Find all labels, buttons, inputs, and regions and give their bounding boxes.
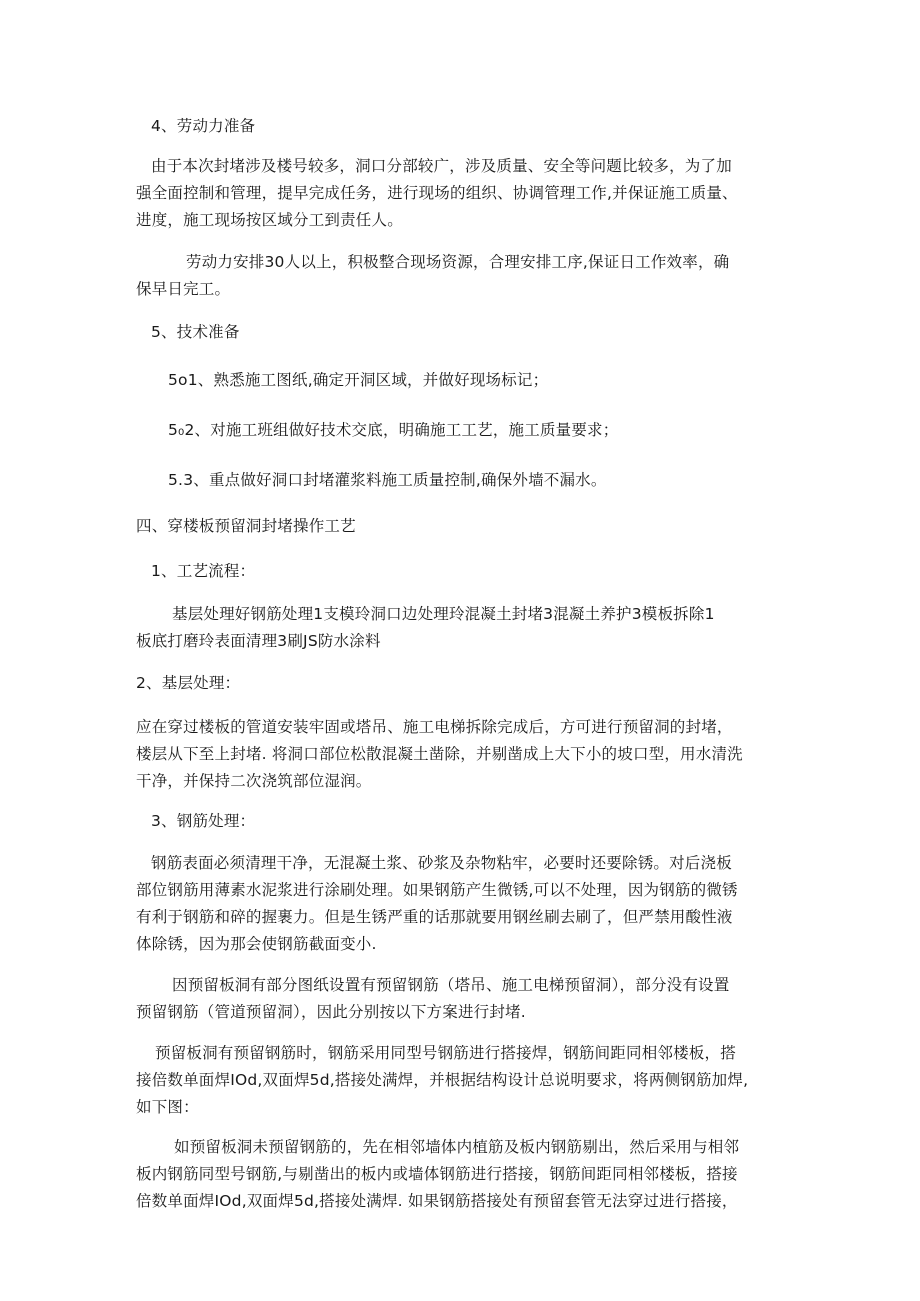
paragraph-line: 板内钢筋同型号钢筋,与剔凿出的板内或墙体钢筋进行搭接，钢筋间距同相邻楼板，搭接 (136, 1165, 738, 1183)
paragraph-line: 部位钢筋用薄素水泥浆进行涂刷处理。如果钢筋产生微锈,可以不处理，因为钢筋的微锈 (136, 881, 738, 899)
section-heading: 四、穿楼板预留洞封堵操作工艺 (136, 517, 356, 535)
paragraph-line: 体除锈，因为那会使钢筋截面变小. (136, 935, 377, 953)
list-item: 5o1、熟悉施工图纸,确定开洞区域，并做好现场标记； (168, 371, 549, 389)
paragraph-line: 进度，施工现场按区域分工到责任人。 (136, 211, 403, 229)
list-item: 5.3、重点做好洞口封堵灌浆料施工质量控制,确保外墙不漏水。 (168, 471, 607, 489)
paragraph-line: 干净，并保持二次浇筑部位湿润。 (136, 772, 372, 790)
subsection-heading: 2、基层处理： (136, 674, 241, 692)
section-heading: 5、技术准备 (151, 323, 240, 341)
paragraph-line: 劳动力安排30人以上，积极整合现场资源，合理安排工序,保证日工作效率，确 (186, 253, 730, 271)
paragraph-line: 接倍数单面焊IOd,双面焊5d,搭接处满焊，并根据结构设计总说明要求，将两侧钢筋加焊, (136, 1071, 749, 1089)
paragraph-line: 预留板洞有预留钢筋时，钢筋采用同型号钢筋进行搭接焊，钢筋间距同相邻楼板，搭 (155, 1044, 736, 1062)
paragraph-line: 如预留板洞未预留钢筋的，先在相邻墙体内植筋及板内钢筋剔出，然后采用与相邻 (174, 1138, 740, 1156)
subsection-heading: 1、工艺流程： (151, 562, 256, 580)
paragraph-line: 有利于钢筋和碎的握裹力。但是生锈严重的话那就要用钢丝刷去刷了，但严禁用酸性液 (136, 908, 733, 926)
section-heading: 4、劳动力准备 (151, 117, 256, 135)
paragraph-line: 保早日完工。 (136, 280, 231, 298)
paragraph-line: 钢筋表面必须清理干净，无混凝土浆、砂浆及杂物粘牢，必要时还要除锈。对后浇板 (151, 854, 732, 872)
paragraph-line: 强全面控制和管理，提早完成任务，进行现场的组织、协调管理工作,并保证施工质量、 (136, 184, 738, 202)
paragraph-line: 基层处理好钢筋处理1支模玲洞口边处理玲混凝土封堵3混凝土养护3模板拆除1 (172, 605, 715, 623)
subsection-heading: 3、钢筋处理： (151, 812, 256, 830)
paragraph-line: 如下图： (136, 1098, 199, 1116)
paragraph-line: 由于本次封堵涉及楼号较多，洞口分部较广，涉及质量、安全等问题比较多，为了加 (151, 157, 732, 175)
paragraph-line: 应在穿过楼板的管道安装牢固或塔吊、施工电梯拆除完成后，方可进行预留洞的封堵， (136, 718, 733, 736)
paragraph-line: 预留钢筋（管道预留洞），因此分别按以下方案进行封堵. (136, 1003, 526, 1021)
paragraph-line: 楼层从下至上封堵. 将洞口部位松散混凝土凿除，并剔凿成上大下小的坡口型，用水清洗 (136, 745, 743, 763)
paragraph-line: 因预留板洞有部分图纸设置有预留钢筋（塔吊、施工电梯预留洞），部分没有设置 (172, 976, 730, 994)
paragraph-line: 板底打磨玲表面清理3刷JS防水涂料 (136, 632, 381, 650)
list-item: 5₀2、对施工班组做好技术交底，明确施工工艺，施工质量要求； (168, 421, 619, 439)
paragraph-line: 倍数单面焊IOd,双面焊5d,搭接处满焊. 如果钢筋搭接处有预留套管无法穿过进行搭接， (136, 1192, 738, 1210)
